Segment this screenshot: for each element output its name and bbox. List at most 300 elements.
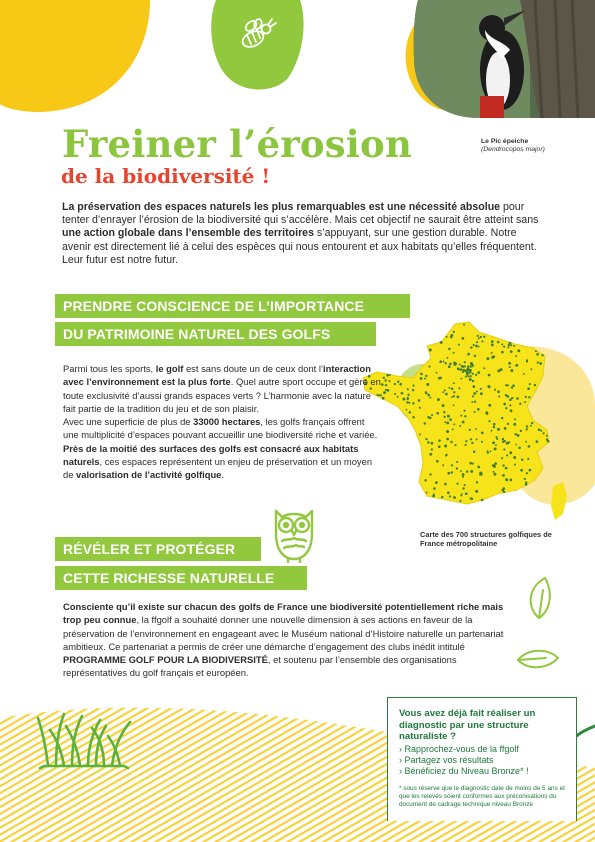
golf-course-dot <box>498 395 500 397</box>
golf-course-dot <box>477 335 479 337</box>
golf-course-dot <box>466 470 468 472</box>
section1-paragraph2 <box>63 415 381 481</box>
golf-course-dot <box>514 463 516 465</box>
golf-course-dot <box>494 462 497 465</box>
golf-course-dot <box>446 421 449 424</box>
golf-course-dot <box>467 375 469 377</box>
golf-course-dot <box>501 489 504 492</box>
golf-course-dot <box>402 398 405 401</box>
golf-course-dot <box>470 497 472 499</box>
golf-course-dot <box>492 464 495 467</box>
golf-course-dot <box>483 367 485 369</box>
golf-course-dot <box>381 383 384 386</box>
golf-course-dot <box>431 442 434 445</box>
golf-course-dot <box>516 397 519 400</box>
golf-course-dot <box>493 355 495 357</box>
golf-course-dot <box>427 394 430 397</box>
golf-course-dot <box>394 393 396 395</box>
golf-course-dot <box>394 383 396 385</box>
golf-course-dot <box>465 444 467 446</box>
golf-course-dot <box>506 395 509 398</box>
golf-course-dot <box>431 414 433 416</box>
golf-course-dot <box>478 346 480 348</box>
golf-course-dot <box>383 391 386 394</box>
golf-course-dot <box>459 364 461 366</box>
golf-course-dot <box>536 353 539 356</box>
golf-course-dot <box>519 403 521 405</box>
golf-course-dot <box>488 404 491 407</box>
leaf-icon <box>525 576 553 620</box>
golf-course-dot <box>513 456 516 459</box>
golf-course-dot <box>546 438 548 440</box>
golf-course-dot <box>494 473 497 476</box>
s1-text-p2a: Avec une superficie de plus de <box>63 416 194 428</box>
bee-icon <box>236 16 278 52</box>
golf-course-dot <box>540 430 542 432</box>
golf-course-dot <box>478 338 480 340</box>
golf-course-dot <box>448 365 451 368</box>
golf-course-dot <box>517 349 520 352</box>
golf-course-dot <box>424 378 426 380</box>
golf-course-dot <box>470 346 472 348</box>
golf-course-dot <box>433 493 435 495</box>
golf-course-dot <box>429 349 432 352</box>
golf-course-dot <box>449 495 451 497</box>
golf-course-dot <box>447 491 450 494</box>
golf-course-dot <box>470 438 472 440</box>
golf-course-dot <box>458 387 460 389</box>
golf-course-dot <box>474 411 476 413</box>
golf-course-dot <box>501 417 503 419</box>
golf-course-dot <box>439 377 442 380</box>
golf-course-dot <box>457 396 460 399</box>
golf-course-dot <box>515 355 517 357</box>
golf-course-dot <box>491 343 494 346</box>
section1-heading-line2: DU PATRIMOINE NATUREL DES GOLFS <box>55 322 376 346</box>
s2-text-d: , et soutenu par l’ensemble des organisations représentatives du golf français et européen. <box>63 654 457 679</box>
golf-course-dot <box>424 422 426 424</box>
golf-course-dot <box>456 467 458 469</box>
golf-course-dot <box>511 397 513 399</box>
golf-course-dot <box>397 380 399 382</box>
golf-course-dot <box>502 474 505 477</box>
golf-course-dot <box>480 388 482 390</box>
golf-course-dot <box>450 441 452 443</box>
golf-course-dot <box>491 430 493 432</box>
golf-course-dot <box>466 373 468 375</box>
golf-course-dot <box>460 378 462 380</box>
golf-course-dot <box>437 398 440 401</box>
golf-course-dot <box>505 467 508 470</box>
golf-course-dot <box>419 407 421 409</box>
golf-course-dot <box>491 352 493 354</box>
golf-course-dot <box>448 348 451 351</box>
golf-course-dot <box>409 411 411 413</box>
golf-course-dot <box>383 377 385 379</box>
golf-course-dot <box>527 387 530 390</box>
golf-course-dot <box>429 473 431 475</box>
page-title: Freiner l’érosion <box>62 122 413 166</box>
golf-course-dot <box>429 417 432 420</box>
s1-bold-b: le golf <box>155 363 184 374</box>
photo-caption <box>481 138 591 155</box>
golf-course-dot <box>456 461 458 463</box>
golf-course-dot <box>472 364 474 366</box>
golf-course-dot <box>517 434 520 437</box>
golf-course-dot <box>509 451 512 454</box>
s1-bold-d: interaction avec l’environnement est la plus forte <box>63 363 371 388</box>
section2-heading-line2: CETTE RICHESSE NATURELLE <box>55 566 307 590</box>
s2-bold-a: Consciente qu’il existe sur chacun des golfs de France une biodiversité potentiellement riche mais trop peu connue <box>63 601 504 626</box>
leaf-icon-2 <box>516 646 560 672</box>
golf-course-dot <box>460 415 462 417</box>
golf-course-dot <box>444 362 446 364</box>
golf-course-dot <box>439 360 442 363</box>
golf-course-dot <box>534 384 536 386</box>
map-caption: Carte des 700 structures golfiques de France métropolitaine <box>420 530 552 548</box>
golf-course-dot <box>418 399 421 402</box>
woodpecker-photo <box>410 0 595 118</box>
golf-course-dot <box>513 423 516 426</box>
golf-course-dot <box>473 344 475 346</box>
golf-course-dot <box>464 415 466 417</box>
golf-course-dot <box>446 430 449 433</box>
golf-course-dot <box>497 390 500 393</box>
s2-text-b: , la ffgolf a souhaité donner une nouvelle dimension à ses actions en faveur de la préservation de l’environnement en engageant avec le Muséum national d’Histoire naturelle un partenariat ambitieux. Ce partenariat a permis de créer une démarche d’engagement des clubs inédit intitulé <box>63 614 504 652</box>
golf-course-dot <box>453 331 455 333</box>
golf-course-dot <box>525 483 528 486</box>
intro-text-2: pour tenter d’enrayer l’érosion de la biodiversité qui s’accélère. Mais cet objectif ne saurait être atteint sans <box>62 201 539 227</box>
golf-course-dot <box>509 404 511 406</box>
golf-course-dot <box>385 384 387 386</box>
golf-course-dot <box>470 375 472 377</box>
golf-course-dot <box>440 341 443 344</box>
golf-course-dot <box>506 443 508 445</box>
intro-text-4: s’appuyant, sur une gestion durable. Notre avenir est directement lié à celui des espèces qui nous entourent et aux habitats qu’elles fréquentent. Leur futur est notre futur. <box>62 227 537 266</box>
grass-icon <box>36 708 132 770</box>
golf-course-dot <box>435 481 438 484</box>
golf-course-dot <box>408 402 410 404</box>
golf-course-dot <box>506 454 508 456</box>
s1-text-a: Parmi tous les sports, <box>63 363 156 374</box>
golf-course-dot <box>458 344 460 346</box>
section1-text <box>63 362 381 482</box>
golf-course-dot <box>477 371 480 374</box>
golf-course-dot <box>451 471 453 473</box>
golf-course-dot <box>433 487 436 490</box>
golf-course-dot <box>528 445 531 448</box>
golf-course-dot <box>472 463 474 465</box>
golf-course-dot <box>476 438 478 440</box>
golf-course-dot <box>472 373 474 375</box>
page-subtitle: de la biodiversité ! <box>61 164 271 188</box>
section1-paragraph1 <box>63 362 381 415</box>
golf-course-dot <box>476 341 478 343</box>
s2-bold-c: PROGRAMME GOLF POUR LA BIODIVERSITÉ <box>63 654 268 666</box>
golf-course-dot <box>536 440 539 443</box>
callout-item-3: › Bénéficiez du Niveau Bronze* ! <box>399 765 529 776</box>
golf-course-dot <box>459 425 461 427</box>
intro-paragraph <box>62 201 540 267</box>
golf-course-dot <box>513 345 515 347</box>
golf-course-dot <box>473 450 476 453</box>
golf-course-dot <box>495 436 497 438</box>
golf-course-dot <box>502 464 504 466</box>
golf-course-dot <box>493 423 496 426</box>
golf-course-dot <box>503 403 506 406</box>
golf-course-dot <box>464 365 466 367</box>
golf-course-dot <box>503 346 505 348</box>
golf-course-dot <box>469 366 471 368</box>
golf-course-dot <box>487 451 489 453</box>
s1-text-e: . Quel autre sport occupe et gère en toute exclusivité d’aussi grands espaces verts ? L’harmonie avec la nature fait partie de la tradition du jeu et de son plaisir. <box>63 376 381 414</box>
golf-course-dot <box>436 460 439 463</box>
golf-course-dot <box>425 375 427 377</box>
golf-course-dot <box>525 441 527 443</box>
golf-course-dot <box>527 458 529 460</box>
golf-course-dot <box>462 366 464 368</box>
golf-course-dot <box>490 451 492 453</box>
golf-course-dot <box>453 382 455 384</box>
golf-course-dot <box>501 343 503 345</box>
golf-course-dot <box>406 401 408 403</box>
golf-course-dot <box>454 444 456 446</box>
golf-course-dot <box>444 483 447 486</box>
golf-course-dot <box>453 352 455 354</box>
golf-course-dot <box>502 438 504 440</box>
golf-course-dot <box>469 462 472 465</box>
golf-course-dot <box>385 379 387 381</box>
golf-course-dot <box>436 372 438 374</box>
owl-icon <box>268 503 320 563</box>
golf-course-dot <box>442 464 444 466</box>
section1-heading-line1: PRENDRE CONSCIENCE DE L’IMPORTANCE <box>55 294 410 318</box>
golf-course-dot <box>466 369 468 371</box>
golf-course-dot <box>497 428 500 431</box>
golf-course-dot <box>488 374 491 377</box>
golf-course-dot <box>438 439 441 442</box>
golf-course-dot <box>474 355 476 357</box>
golf-course-dot <box>447 472 450 475</box>
golf-course-dot <box>510 409 513 412</box>
golf-course-dot <box>407 388 409 390</box>
golf-course-dot <box>471 442 473 444</box>
golf-course-dot <box>507 423 509 425</box>
golf-course-dot <box>456 483 458 485</box>
diagnostic-callout <box>387 697 577 821</box>
golf-course-dot <box>508 362 511 365</box>
golf-course-dot <box>443 411 445 413</box>
golf-course-dot <box>382 397 385 400</box>
golf-course-dot <box>481 432 484 435</box>
golf-course-dot <box>471 401 473 403</box>
golf-course-dot <box>443 416 445 418</box>
golf-course-dot <box>453 391 455 393</box>
golf-course-dot <box>497 341 500 344</box>
golf-course-dot <box>442 404 445 407</box>
golf-course-dot <box>453 364 455 366</box>
golf-course-dot <box>445 393 448 396</box>
golf-course-dot <box>477 466 480 469</box>
golf-course-dot <box>541 354 543 356</box>
golf-course-dot <box>463 324 465 326</box>
golf-course-dot <box>459 500 461 502</box>
golf-course-dot <box>420 377 423 380</box>
golf-course-dot <box>407 394 409 396</box>
golf-course-dot <box>494 389 496 391</box>
golf-course-dot <box>520 469 523 472</box>
golf-course-dot <box>425 392 427 394</box>
golf-course-dot <box>504 440 506 442</box>
golf-course-dot <box>462 473 465 476</box>
golf-course-dot <box>476 391 478 393</box>
golf-course-dot <box>463 370 465 372</box>
photo-caption-latin: (Dendrocopos major) <box>481 146 545 154</box>
golf-course-dot <box>426 383 429 386</box>
callout-question: Vous avez déjà fait réaliser un diagnostic par une structure naturaliste ? <box>399 708 536 742</box>
golf-course-dot <box>462 337 465 340</box>
golf-course-dot <box>494 448 497 451</box>
golf-course-dot <box>510 369 513 372</box>
golf-course-dot <box>526 360 528 362</box>
golf-course-dot <box>475 345 478 348</box>
s1-bold-p2d: Près de la moitié des surfaces des golfs est consacré aux habitats naturels <box>63 442 359 468</box>
s1-bold-p2f: valorisation de l’activité golfique <box>76 469 222 481</box>
s1-text-p2e: , ces espaces représentent un enjeu de préservation et un moyen de <box>63 456 373 481</box>
golf-course-dot <box>472 395 474 397</box>
golf-course-dot <box>472 385 475 388</box>
golf-course-dot <box>496 438 498 440</box>
golf-course-dot <box>452 428 454 430</box>
golf-course-dot <box>479 471 482 474</box>
intro-bold-3: une action globale dans l’ensemble des territoires <box>62 227 314 240</box>
golf-course-dot <box>407 398 409 400</box>
golf-course-dot <box>495 444 497 446</box>
golf-course-dot <box>518 447 521 450</box>
golf-course-dot <box>472 380 474 382</box>
golf-course-dot <box>531 422 533 424</box>
golf-course-dot <box>469 371 471 373</box>
france-map <box>357 318 585 528</box>
golf-course-dot <box>475 428 477 430</box>
s1-bold-p2b: 33000 hectares <box>193 416 261 428</box>
golf-course-dot <box>507 346 509 348</box>
s1-text-p2g: . <box>221 469 225 481</box>
golf-course-dot <box>481 340 483 342</box>
golf-course-dot <box>529 383 531 385</box>
golf-course-dot <box>546 435 548 437</box>
golf-course-dot <box>446 336 448 338</box>
golf-course-dot <box>438 445 441 448</box>
golf-course-dot <box>509 398 512 401</box>
golf-course-dot <box>449 418 452 421</box>
golf-course-dot <box>467 353 470 356</box>
golf-course-dot <box>451 387 454 390</box>
golf-course-dot <box>510 350 513 353</box>
golf-course-dot <box>514 418 516 420</box>
golf-course-dot <box>453 395 455 397</box>
golf-course-dot <box>475 490 478 493</box>
golf-course-dot <box>509 342 512 345</box>
golf-course-dot <box>462 487 464 489</box>
golf-course-dot <box>429 453 432 456</box>
golf-course-dot <box>447 415 450 418</box>
golf-course-dot <box>505 407 507 409</box>
callout-item-1: › Rapprochez-vous de la ffgolf <box>399 743 519 754</box>
golf-course-dot <box>459 369 461 371</box>
golf-course-dot <box>397 396 399 398</box>
golf-course-dot <box>465 440 467 442</box>
golf-course-dot <box>453 404 455 406</box>
golf-course-dot <box>474 401 476 403</box>
golf-course-dot <box>520 430 522 432</box>
intro-bold-1: La préservation des espaces naturels les plus remarquables est une nécessité absolue <box>62 201 501 213</box>
golf-course-dot <box>386 389 389 392</box>
golf-course-dot <box>481 499 484 502</box>
golf-course-dot <box>464 484 466 486</box>
golf-course-dot <box>451 396 453 398</box>
golf-course-dot <box>428 366 430 368</box>
golf-course-dot <box>445 455 447 457</box>
golf-course-dot <box>501 457 503 459</box>
golf-course-dot <box>465 492 468 495</box>
golf-course-dot <box>461 493 463 495</box>
golf-course-dot <box>412 385 414 387</box>
golf-course-dot <box>492 441 495 444</box>
golf-course-dot <box>462 476 464 478</box>
golf-course-dot <box>491 340 494 343</box>
golf-course-dot <box>526 425 528 427</box>
golf-course-dot <box>480 336 482 338</box>
golf-course-dot <box>530 368 532 370</box>
photo-caption-name: Le Pic épeiche <box>481 138 529 145</box>
golf-course-dot <box>475 374 477 376</box>
golf-course-dot <box>442 391 444 393</box>
s1-text-p2c: , les golfs français offrent une multiplicité d’espaces pouvant accueillir une biodiversité riche et variée. <box>63 416 378 441</box>
golf-course-dot <box>528 396 530 398</box>
golf-course-dot <box>505 384 507 386</box>
golf-course-dot <box>448 387 450 389</box>
golf-course-dot <box>524 478 526 480</box>
golf-course-dot <box>537 362 539 364</box>
golf-course-dot <box>481 441 483 443</box>
golf-course-dot <box>451 464 453 466</box>
golf-course-dot <box>493 471 495 473</box>
golf-course-dot <box>476 481 478 483</box>
golf-course-dot <box>444 445 447 448</box>
golf-course-dot <box>526 472 528 474</box>
golf-course-dot <box>477 408 480 411</box>
golf-course-dot <box>515 444 517 446</box>
golf-course-dot <box>514 433 516 435</box>
golf-course-dot <box>523 373 525 375</box>
golf-course-dot <box>462 421 465 424</box>
golf-course-dot <box>388 380 390 382</box>
golf-course-dot <box>543 432 545 434</box>
golf-course-dot <box>424 479 426 481</box>
golf-course-dot <box>486 412 489 415</box>
golf-course-dot <box>504 427 507 430</box>
golf-course-dot <box>412 389 414 391</box>
golf-course-dot <box>529 469 532 472</box>
golf-course-dot <box>412 416 415 419</box>
golf-course-dot <box>470 470 473 473</box>
golf-course-dot <box>429 397 431 399</box>
golf-course-dot <box>446 357 448 359</box>
golf-course-dot <box>503 448 505 450</box>
golf-course-dot <box>419 434 421 436</box>
golf-course-dot <box>493 426 496 429</box>
